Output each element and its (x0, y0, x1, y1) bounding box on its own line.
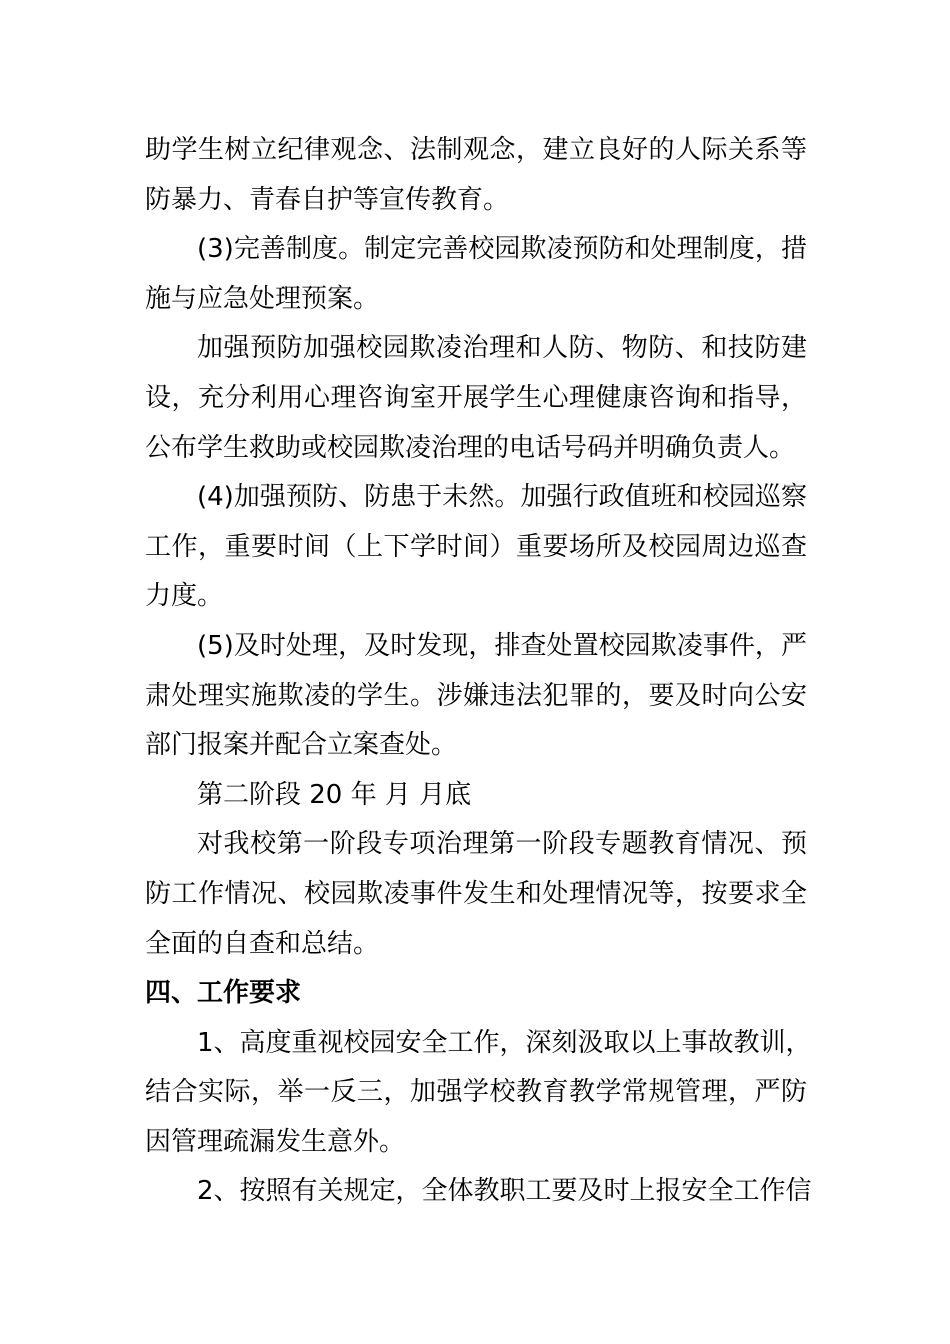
text-line: 公布学生救助或校园欺凌治理的电话号码并明确负责人。 (145, 432, 796, 463)
text-line: 第二阶段 20 年 月 月底 (197, 779, 472, 810)
text-line: 防工作情况、校园欺凌事件发生和处理情况等，按要求全 (145, 878, 807, 909)
text-line: 工作，重要时间（上下学时间）重要场所及校园周边巡查 (145, 531, 807, 562)
text-line: 肃处理实施欺凌的学生。涉嫌违法犯罪的，要及时向公安 (145, 680, 807, 711)
text-line: 全面的自查和总结。 (145, 928, 380, 959)
section-heading: 四、工作要求 (145, 978, 302, 1009)
text-line: 施与应急处理预案。 (145, 283, 380, 314)
text-line: 防暴力、青春自护等宣传教育。 (145, 184, 510, 215)
text-line: (4)加强预防、防患于未然。加强行政值班和校园巡察 (197, 482, 807, 513)
text-line: 对我校第一阶段专项治理第一阶段专题教育情况、预 (197, 829, 807, 860)
text-line: 助学生树立纪律观念、法制观念，建立良好的人际关系等 (145, 135, 807, 165)
text-line: 力度。 (145, 581, 224, 612)
text-line: 1、高度重视校园安全工作，深刻汲取以上事故教训， (197, 1027, 812, 1058)
text-line: 2、按照有关规定，全体教职工要及时上报安全工作信 (197, 1176, 812, 1207)
text-line: (5)及时处理，及时发现，排查处置校园欺凌事件，严 (197, 630, 807, 661)
text-line: 部门报案并配合立案查处。 (145, 730, 458, 761)
body-text (145, 126, 812, 1217)
text-line: 加强预防加强校园欺凌治理和人防、物防、和技防建 (197, 333, 807, 364)
text-line: 因管理疏漏发生意外。 (145, 1126, 406, 1157)
text-line: (3)完善制度。制定完善校园欺凌预防和处理制度，措 (197, 234, 807, 265)
text-line: 设，充分利用心理咨询室开展学生心理健康咨询和指导， (145, 382, 807, 413)
text-line: 结合实际，举一反三，加强学校教育教学常规管理，严防 (145, 1077, 807, 1108)
